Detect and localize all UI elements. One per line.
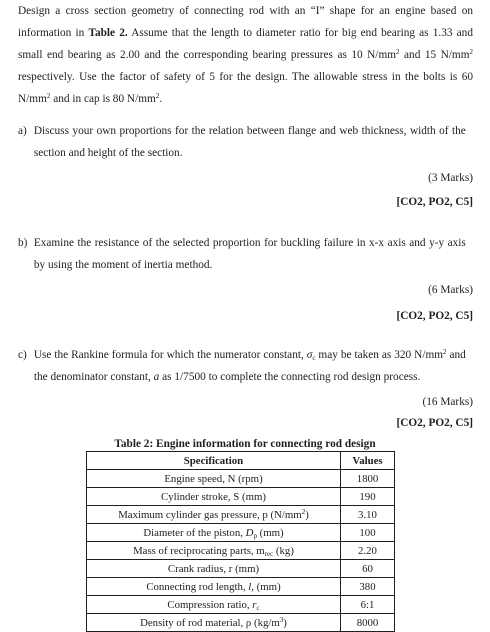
value-cell: 60 xyxy=(341,560,395,578)
table-row xyxy=(87,596,395,614)
outcome-a: [CO2, PO2, C5] xyxy=(396,196,473,208)
table-row xyxy=(87,488,395,506)
spec-cell: Density of rod material, ρ $(kg/m^3)$ xyxy=(87,614,341,632)
spec-cell: Compression ratio, $r_c$ xyxy=(87,596,341,614)
table-reference: Table 2. xyxy=(88,27,128,39)
spec-cell: Crank radius, r (mm) xyxy=(87,560,341,578)
question-label: b) xyxy=(18,237,28,249)
spec-cell: Cylinder stroke, S (mm) xyxy=(87,488,341,506)
table-row xyxy=(87,506,395,524)
spec-cell: Connecting rod length, l, (mm) xyxy=(87,578,341,596)
table-caption: Table 2: Engine information for connecting rod design xyxy=(114,438,376,450)
value-cell: 3.10 xyxy=(341,506,395,524)
header-values: Values xyxy=(341,452,395,470)
value-cell: 6:1 xyxy=(341,596,395,614)
outcome-c: [CO2, PO2, C5] xyxy=(396,417,473,429)
spec-cell: Diameter of the piston, $D_p$ (mm) xyxy=(87,524,341,542)
table-row xyxy=(87,542,395,560)
problem-statement: Design a cross section geometry of connecting rod with an “I” shape for an engine based on information in Table 2. Assume that the length to diameter ratio for big end bearing as 1.33 and small end bearing as 2.00 and the corresponding bearing pressures as 10 $N/mm^2$ and 15 $N/mm^2$ respectively. Use the factor of safety of 5 for the design. The allowable stress in the bolts is 60 $N/mm^2$ and in cap is 80 $N/mm^2$. xyxy=(18,5,473,105)
table-row xyxy=(87,578,395,596)
marks-b: (6 Marks) xyxy=(428,284,473,296)
question-label: a) xyxy=(18,125,27,137)
question-text: Examine the resistance of the selected proportion for buckling failure in x-x axis and y-y axis by using the moment of inertia method. xyxy=(33,237,466,271)
spec-cell: Mass of reciprocating parts, $m_{rec}$ (kg) xyxy=(87,542,341,560)
table-row xyxy=(87,614,395,632)
marks-c: (16 Marks) xyxy=(422,396,473,408)
marks-a: (3 Marks) xyxy=(428,172,473,184)
question-a xyxy=(18,120,473,164)
question-b xyxy=(18,232,473,276)
value-cell: 2.20 xyxy=(341,542,395,560)
value-cell: 1800 xyxy=(341,470,395,488)
question-text: Use the Rankine formula for which the numerator constant, $\sigma_c$ may be taken as 320 $N/mm^2$ and the denominator constant, a as 1/7500 to complete the connecting rod design process. xyxy=(33,348,466,383)
value-cell: 100 xyxy=(341,524,395,542)
spec-cell: Maximum cylinder gas pressure, p $(N/mm^2)$ xyxy=(87,506,341,524)
table-row xyxy=(87,560,395,578)
value-cell: 8000 xyxy=(341,614,395,632)
value-cell: 380 xyxy=(341,578,395,596)
question-text: Discuss your own proportions for the relation between flange and web thickness, width of the section and height of the section. xyxy=(33,125,466,159)
value-cell: 190 xyxy=(341,488,395,506)
engine-info-table xyxy=(86,451,395,632)
question-label: c) xyxy=(18,349,27,361)
table-header-row xyxy=(87,452,395,470)
outcome-b: [CO2, PO2, C5] xyxy=(396,310,473,322)
table-row xyxy=(87,470,395,488)
table-row xyxy=(87,524,395,542)
question-c xyxy=(18,344,473,388)
header-specification: Specification xyxy=(87,452,341,470)
spec-cell: Engine speed, N (rpm) xyxy=(87,470,341,488)
